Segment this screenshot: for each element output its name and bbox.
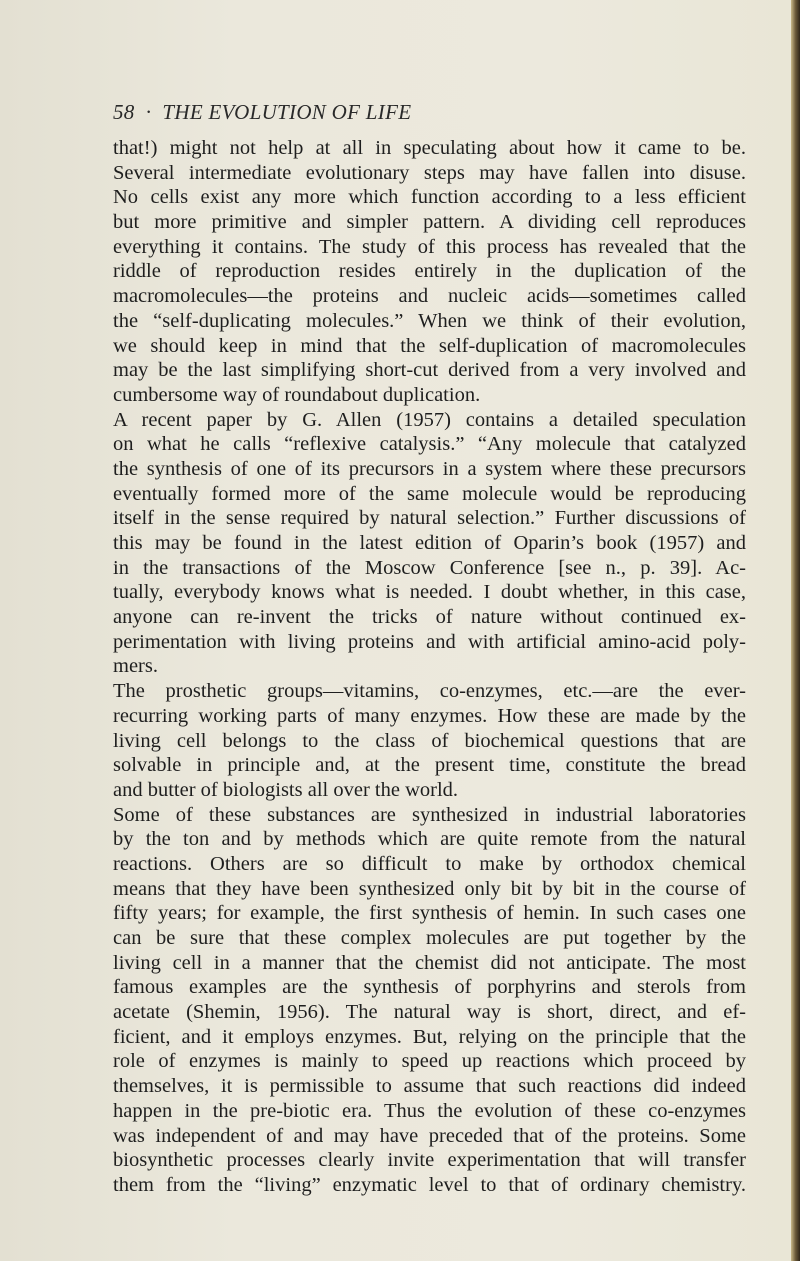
text-line: No cells exist any more which function according to a less efficient — [113, 186, 746, 209]
text-line: reactions. Others are so difficult to make by orthodox chemical — [113, 852, 746, 875]
text-line: Several intermediate evolutionary steps may have fallen into disuse. — [113, 161, 746, 184]
text-line: famous examples are the synthesis of porphyrins and sterols from — [113, 976, 746, 999]
text-line: itself in the sense required by natural selection.” Further discussions of — [113, 507, 746, 530]
text-line: fifty years; for example, the first synthesis of hemin. In such cases one — [113, 902, 746, 925]
running-title: THE EVOLUTION OF LIFE — [162, 100, 412, 124]
text-line: recurring working parts of many enzymes. How these are made by the — [113, 704, 746, 727]
text-line: cumbersome way of roundabout duplication. — [113, 383, 481, 406]
text-line: this may be found in the latest edition of Oparin’s book (1957) and — [113, 532, 746, 554]
text-line: by the ton and by methods which are quite remote from the natural — [113, 828, 746, 851]
text-line: tually, everybody knows what is needed. I doubt whether, in this case, — [113, 581, 746, 604]
text-line: anyone can re-invent the tricks of nature without continued ex- — [113, 606, 746, 629]
text-line: the “self-duplicating molecules.” When we think of their evolution, — [113, 309, 746, 332]
text-line: biosynthetic processes clearly invite experimentation that will transfer — [113, 1149, 746, 1172]
text-line: eventually formed more of the same molecule would be reproducing — [113, 482, 746, 505]
text-line: may be the last simplifying short-cut derived from a very involved and — [113, 359, 746, 382]
text-line: we should keep in mind that the self-duplication of macromolecules — [113, 334, 746, 357]
text-line: and butter of biologists all over the world. — [113, 778, 459, 801]
text-line: themselves, it is permissible to assume that such reactions did indeed — [113, 1075, 746, 1098]
text-line: mers. — [113, 655, 158, 678]
text-line: on what he calls “reflexive catalysis.” “Any molecule that catalyzed — [113, 433, 746, 456]
text-line: A recent paper by G. Allen (1957) contains a detailed speculation — [113, 408, 746, 431]
text-line: macromolecules—the proteins and nucleic acids—sometimes called — [113, 285, 746, 308]
page-edge — [791, 0, 800, 1261]
text-line: perimentation with living proteins and with artificial amino-acid poly- — [113, 630, 746, 653]
text-line: happen in the pre-biotic era. Thus the evolution of these co-enzymes — [113, 1099, 746, 1122]
text-line: role of enzymes is mainly to speed up reactions which proceed by — [113, 1050, 746, 1073]
text-line: was independent of and may have preceded that of the proteins. Some — [113, 1124, 746, 1147]
text-line: living cell in a manner that the chemist did not anticipate. The most — [113, 951, 746, 974]
text-line: everything it contains. The study of this process has revealed that the — [113, 235, 746, 258]
text-line: them from the “living” enzymatic level to that of ordinary chemistry. — [113, 1173, 746, 1196]
text-line: that!) might not help at all in speculating about how it came to be. — [113, 137, 746, 159]
text-line: but more primitive and simpler pattern. A dividing cell reproduces — [113, 211, 746, 234]
text-line: living cell belongs to the class of biochemical questions that are — [113, 729, 746, 752]
text-line: means that they have been synthesized only bit by bit in the course of — [113, 877, 746, 900]
running-header — [113, 100, 411, 125]
text-line: The prosthetic groups—vitamins, co-enzymes, etc.—are the ever- — [113, 680, 746, 703]
text-line: acetate (Shemin, 1956). The natural way is short, direct, and ef- — [113, 1001, 746, 1024]
text-line: ficient, and it employs enzymes. But, relying on the principle that the — [113, 1025, 746, 1048]
text-line: solvable in principle and, at the present time, constitute the bread — [113, 754, 746, 777]
text-line: riddle of reproduction resides entirely in the duplication of the — [113, 260, 746, 283]
text-line: in the transactions of the Moscow Conference [see n., p. 39]. Ac- — [113, 556, 746, 579]
text-line: Some of these substances are synthesized in industrial laboratories — [113, 803, 746, 826]
page-number: 58 — [113, 100, 135, 124]
body-text — [113, 136, 746, 1198]
header-separator: · — [145, 100, 152, 124]
text-line: can be sure that these complex molecules are put together by the — [113, 927, 746, 949]
text-line: the synthesis of one of its precursors in a system where these precursors — [113, 457, 746, 480]
